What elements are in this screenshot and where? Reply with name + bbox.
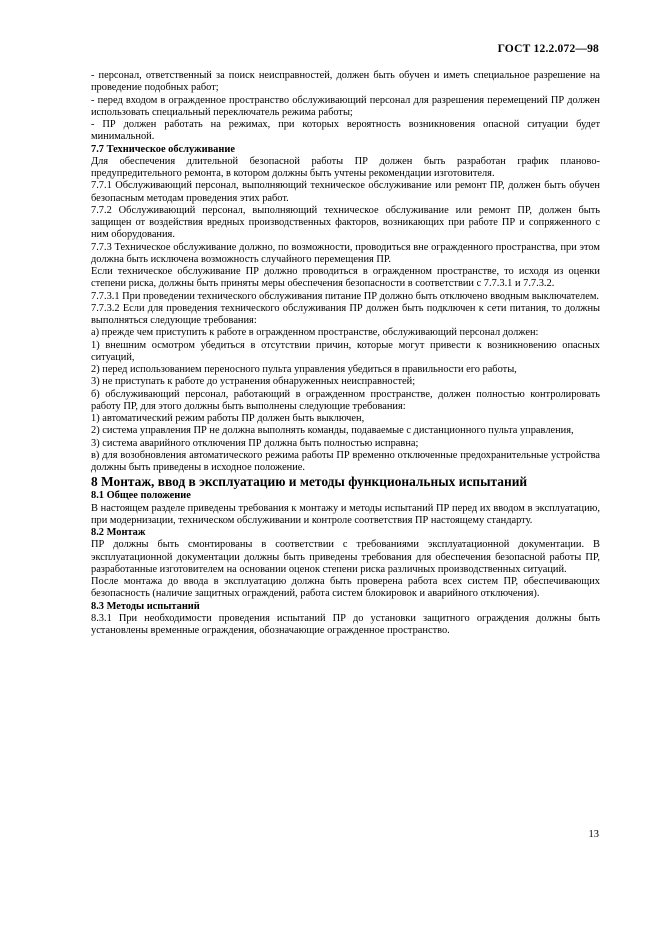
paragraph: ПР должны быть смонтированы в соответствии с требованиями эксплуатационной документации. В эксплуатационной документации должны быть приведены требования для обеспечения безопасной работы ПР, разработанные изготовителем на основании оценок степени риска различных производственных ситуаций. [91,539,600,575]
clause-7-7-2: 7.7.2 Обслуживающий персонал, выполняющий техническое обслуживание или ремонт ПР, должен быть защищен от воздействия вредных производственных факторов, возникающих при работе ПР и сопряженного с ним оборудования. [91,204,600,241]
bullet-paragraph: - перед входом в огражденное пространство обслуживающий персонал для разрешения перемещений ПР должен использовать специальный переключатель режима работы; [91,94,600,118]
list-subitem: 2) перед использованием переносного пульта управления убедиться в правильности его работы, [91,364,517,375]
list-subitem: 2) система управления ПР не должна выполнять команды, подаваемые с дистанционного пульта управления, [91,425,574,437]
bullet-paragraph: - ПР должен работать на режимах, при которых вероятность возникновения опасной ситуации будет минимальной. [91,119,600,143]
list-item-a: а) прежде чем приступить к работе в огражденном пространстве, обслуживающий персонал должен: [91,327,539,339]
paragraph: После монтажа до ввода в эксплуатацию должна быть проверена работа всех систем ПР, обеспечивающих безопасность (наличие защитных ограждений, работа систем блокировок и аварийного отключения). [91,576,600,600]
bullet-paragraph: - персонал, ответственный за поиск неисправностей, должен быть обучен и иметь специальное разрешение на проведение подобных работ; [91,70,600,94]
chapter-heading-8: 8 Монтаж, ввод в эксплуатацию и методы функциональных испытаний [91,474,528,490]
page-number: 13 [588,829,599,840]
list-subitem: 1) внешним осмотром убедиться в отсутствии причин, которые могут привести к возникновению опасных ситуаций, [91,339,600,363]
list-subitem: 1) автоматический режим работы ПР должен быть выключен, [91,413,365,424]
paragraph: Для обеспечения длительной безопасной работы ПР должен быть разработан график планово-предупредительного ремонта, в котором должны быть учтены рекомендации изготовителя. [91,155,600,179]
section-heading-8-1: 8.1 Общее положение [91,490,191,502]
section-heading-8-2: 8.2 Монтаж [91,527,146,538]
list-subitem: 3) не приступать к работе до устранения обнаруженных неисправностей; [91,376,416,388]
standard-header: ГОСТ 12.2.072—98 [497,43,599,55]
paragraph: Если техническое обслуживание ПР должно проводиться в огражденном пространстве, то исходя из оценки степени риска, должны быть приняты меры обеспечения безопасности в соответствии с 7.7.3.1 и 7.7.3.2. [91,266,600,290]
list-item-v: в) для возобновления автоматического режима работы ПР временно отключенные предохранительные устройства должны быть приведены в исходное положение. [91,449,600,473]
section-heading-8-3: 8.3 Методы испытаний [91,600,200,612]
clause-7-7-3-1: 7.7.3.1 При проведении технического обслуживания питание ПР должно быть отключено вводным выключателем. [91,290,600,302]
clause-7-7-1: 7.7.1 Обслуживающий персонал, выполняющий техническое обслуживание или ремонт ПР, должен быть обучен безопасным методам проведения этих работ. [91,180,600,204]
clause-7-7-3-2: 7.7.3.2 Если для проведения технического обслуживания ПР должен быть подключен к сети питания, то должны выполняться следующие требования: [91,302,600,326]
paragraph: В настоящем разделе приведены требования к монтажу и методы испытаний ПР перед их вводом в эксплуатацию, при модернизации, техническом обслуживании и контроле соответствия ПР настоящему стандарту. [91,502,600,526]
clause-8-3-1: 8.3.1 При необходимости проведения испытаний ПР до установки защитного ограждения должны быть установлены временные ограждения, обозначающие огражденное пространство. [91,612,600,636]
list-item-b: б) обслуживающий персонал, работающий в огражденном пространстве, должен полностью контролировать работу ПР, для этого должны быть выполнены следующие требования: [91,388,600,412]
list-subitem: 3) система аварийного отключения ПР должна быть полностью исправна; [91,437,419,449]
section-heading-7-7: 7.7 Техническое обслуживание [91,143,235,155]
clause-7-7-3: 7.7.3 Техническое обслуживание должно, по возможности, проводиться вне огражденного пространства, при этом должна быть исключена возможность случайного перемещения ПР. [91,241,600,265]
page-body [91,70,600,637]
